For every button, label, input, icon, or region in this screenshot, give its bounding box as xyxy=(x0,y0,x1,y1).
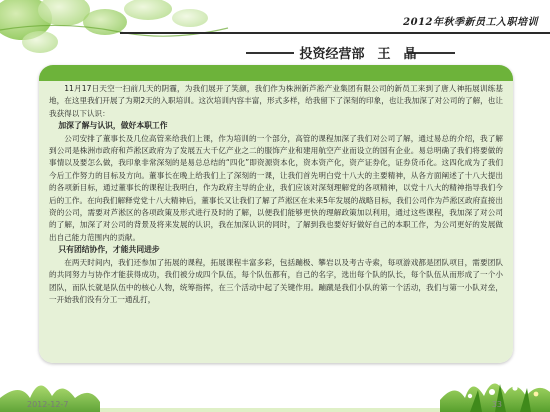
author-heading: 投资经营部 王 晶 xyxy=(299,47,417,62)
grass-decoration xyxy=(0,352,550,412)
page-number: 33 xyxy=(491,400,502,409)
header-divider xyxy=(120,32,550,34)
section2-paragraph: 在两天时间内，我们还参加了拓展的课程，拓展课程丰富多彩，包括蹦极、攀岩以及考古寺索，每项游戏都是团队项目，需要团队的共同努力与协作才能获得成功，我们被分成四个队伍，每个队伍都有，自己的名字，选出每个队的队长，每个队伍从而形成了一个小团队，而队长就是队伍中的核心人物，统筹指挥，在三个活动中起了关键作用。蹦蹴是我们小队的第一个活动，我们与第一小队对垒，一开始我们没有分工一通乱打， xyxy=(49,257,503,304)
section1-heading: 加深了解与认识，做好本职工作 xyxy=(58,121,168,131)
footer-date: 2012-12-7 xyxy=(27,400,69,409)
intro-paragraph: 11月17日天空一扫前几天的阴霾，为我们展开了笑颜，我们作为株洲新芦淞产业集团有限公司的新员工来到了唐人神拓展训练基地，在这里我们开展了为期2天的入职培训。这次培训内容丰富，形式多样，给我留下了深刻的印象，也让我加深了对公司的了解，也让我获得以下认识： xyxy=(49,84,503,118)
content-body xyxy=(49,83,503,363)
content-panel xyxy=(39,65,513,363)
section2-heading: 只有团结协作，才能共同进步 xyxy=(58,245,160,255)
header-title: 2012年秋季新员工入职培训 xyxy=(403,17,538,28)
section1-paragraph: 公司安排了董事长及几位高管来给我们上课，作为培训的一个部分，高管的课程加深了我们对公司了解，通过易总的介绍，我了解到公司是株洲市政府和芦淞区政府为了发展五大千亿产业之二的服饰产业和建用航空产业而设立的国有企业。易总明确了我们将要做的事情以及要怎么做，我印象非常深刻的是易总总结的“四化”即资源资本化，资本资产化，资产证券化，证券货币化。这四化成为了我们今后工作努力的目标及方向。董事长在晚上给我们上了深刻的一课，让我们首先明白党十八大的主要精神，从各方面阐述了十八大提出的各项新目标，通过董事长的课程让我明白，作为政府主导的企业，我们应该对深刻理解党的各项精神，以党十八大的精神指导我们今后的工作。在向我们解释党党十八大精神后，董事长又让我们了解了芦淞区在未来5年发展的战略目标，我们公司作为芦淞区政府直接出资的公司，需要对芦淞区的各项政策及形式进行及时的了解，以便我们能够更快的理解政策加以利用，通过这些课程，我加深了对公司的了解，加深了对公司的背景及将来发展的认识，我在加深认识的同时，了解到我也要好好做好自己的本职工作，为公司更好的发展做出自己能力范围内的贡献。 xyxy=(49,133,503,242)
